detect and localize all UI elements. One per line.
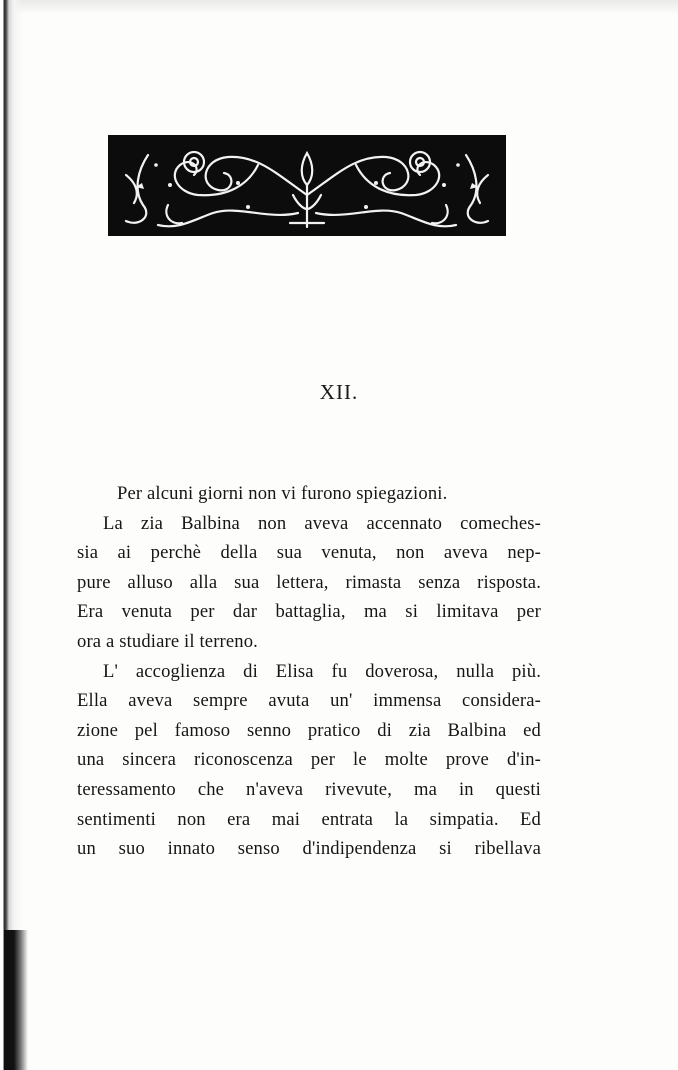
paragraph-line: Era venuta per dar battaglia, ma si limitava per: [77, 601, 541, 623]
floral-headpiece-ornament-icon: [108, 135, 506, 236]
paragraph-line: La zia Balbina non aveva accennato comeches-: [103, 512, 541, 534]
scan-top-edge: [0, 0, 678, 14]
paragraph-line: Per alcuni giorni non vi furono spiegazioni.: [117, 483, 448, 504]
paragraph-line: sia ai perchè della sua venuta, non aveva nep-: [77, 542, 541, 564]
paragraph-line: Ella aveva sempre avuta un' immensa considera-: [77, 690, 541, 712]
scan-left-edge: [0, 0, 22, 1070]
paragraph-line: zione pel famoso senno pratico di zia Balbina ed: [77, 719, 541, 741]
paragraph-line: sentimenti non era mai entrata la simpatia. Ed: [77, 808, 541, 830]
paragraph-line: L' accoglienza di Elisa fu doverosa, nulla più.: [103, 660, 541, 682]
paragraph-line: una sincera riconoscenza per le molte prove d'in-: [77, 749, 541, 771]
body-text: [77, 479, 541, 864]
scan-left-edge-bottom: [4, 930, 28, 1070]
paragraph-line: ora a studiare il terreno.: [77, 630, 258, 652]
chapter-title: XII.: [319, 380, 359, 404]
paragraph-line: un suo innato senso d'indipendenza si ribellava: [77, 838, 541, 860]
ornament-svg: [108, 135, 506, 236]
paragraph-line: teressamento che n'aveva rivevute, ma in questi: [77, 778, 541, 800]
paragraph-line: pure alluso alla sua lettera, rimasta senza risposta.: [77, 571, 541, 593]
